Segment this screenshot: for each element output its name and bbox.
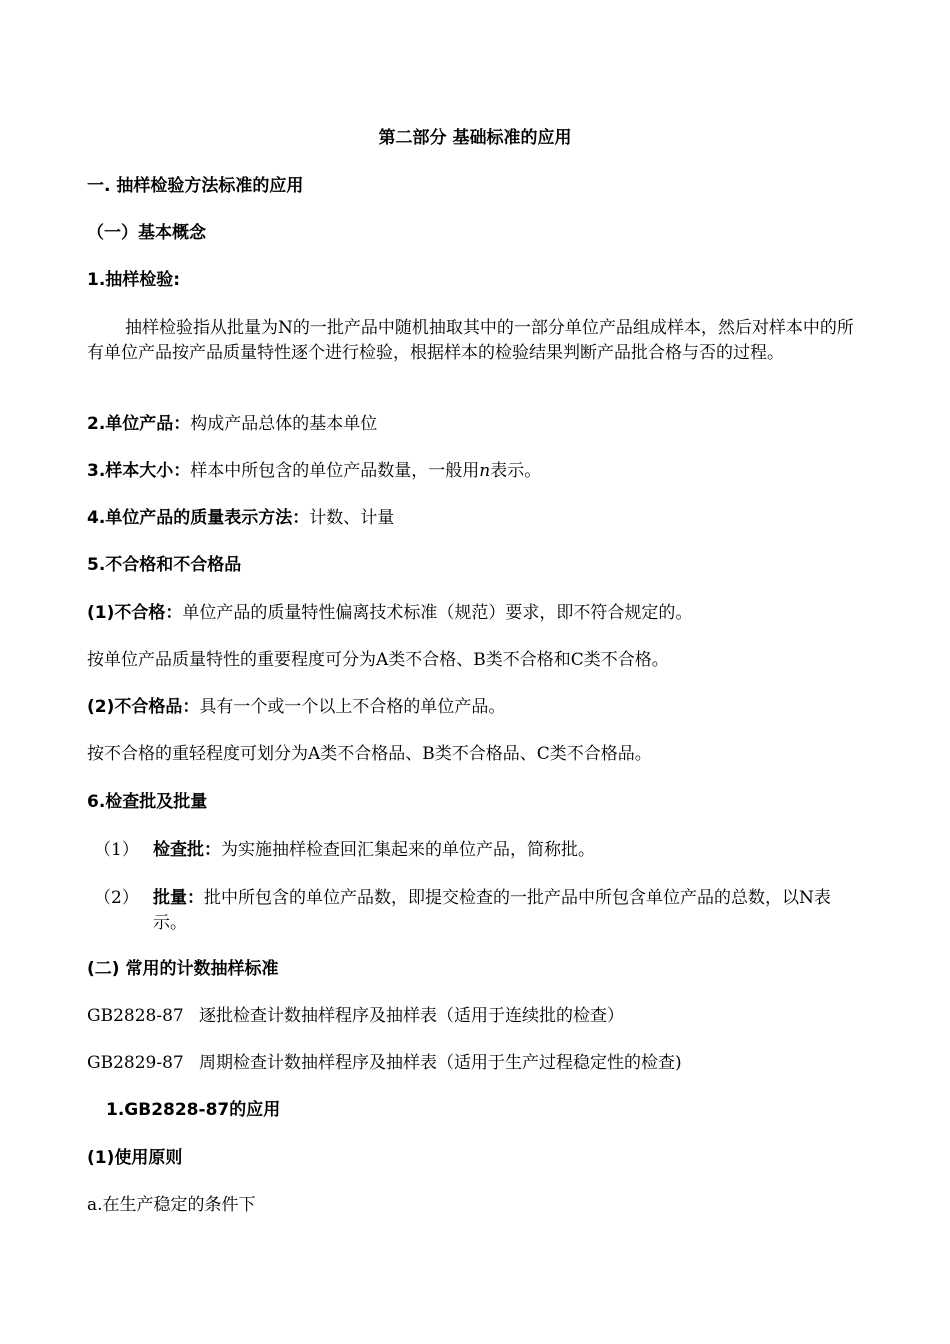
definition-label: 2.单位产品： [87,414,191,434]
definition-sample-size [87,459,541,483]
standard-description: 逐批检查计数抽样程序及抽样表（适用于连续批的检查） [199,1006,624,1026]
item-number: （2） [94,888,139,908]
principle-item: a.在生产稳定的条件下 [87,1195,256,1215]
definition-text: 计数、计量 [309,508,395,528]
classification-nonconformity: 按单位产品质量特性的重要程度可分为A类不合格、B类不合格和C类不合格。 [87,650,669,670]
heading-batch: 6.检查批及批量 [87,792,208,812]
definition-label: (1)不合格： [87,603,183,623]
definition-label: 4.单位产品的质量表示方法： [87,508,310,528]
section-heading: 一. 抽样检验方法标准的应用 [87,176,304,196]
definition-label: (2)不合格品： [87,697,200,717]
definition-text: 构成产品总体的基本单位 [190,414,378,434]
variable-n: n [479,461,491,481]
page-title: 第二部分 基础标准的应用 [378,128,572,148]
heading-principle: (1)使用原则 [87,1148,183,1168]
definition-text: 样本中所包含的单位产品数量，一般用 [190,461,480,481]
definition-text: 具有一个或一个以上不合格的单位产品。 [199,697,506,717]
definition-text-end: 表示。 [490,461,542,481]
definition-quality [87,506,394,530]
subsection-heading: (二) 常用的计数抽样标准 [87,959,279,979]
definition-nonconforming-unit [87,695,505,719]
heading-nonconformity: 5.不合格和不合格品 [87,555,242,575]
item-text: 批中所包含的单位产品数，即提交检查的一批产品中所包含单位产品的总数，以N表示。 [153,888,831,933]
item-text: 为实施抽样检查回汇集起来的单位产品，简称批。 [221,840,595,860]
definition-text: 单位产品的质量特性偏离技术标准（规范）要求，即不符合规定的。 [182,603,693,623]
standard-description: 周期检查计数抽样程序及抽样表（适用于生产过程稳定性的检查) [199,1053,682,1073]
item-number: （1） [94,840,139,860]
item-label: 检查批： [153,840,221,860]
subsection-heading: （一）基本概念 [87,223,206,243]
standard-row [87,1004,624,1028]
standard-code: GB2828-87 [87,1006,184,1026]
paragraph-sampling: 抽样检验指从批量为N的一批产品中随机抽取其中的一部分单位产品组成样本，然后对样本中的所有单位产品按产品质量特性逐个进行检验，根据样本的检验结果判断产品批合格与否的过程。 [87,318,854,363]
standard-row [87,1051,682,1075]
classification-nonconforming-unit: 按不合格的重轻程度可划分为A类不合格品、B类不合格品、C类不合格品。 [87,744,652,764]
definition-nonconformity [87,601,692,625]
standard-code: GB2829-87 [87,1053,184,1073]
heading-application: 1.GB2828-87的应用 [106,1100,281,1120]
item-label: 批量： [153,888,204,908]
definition-label: 3.样本大小： [87,461,191,481]
item-body [153,886,858,936]
definition-unit [87,412,377,436]
item-body [153,838,858,863]
heading-sampling: 1.抽样检验: [87,270,181,290]
